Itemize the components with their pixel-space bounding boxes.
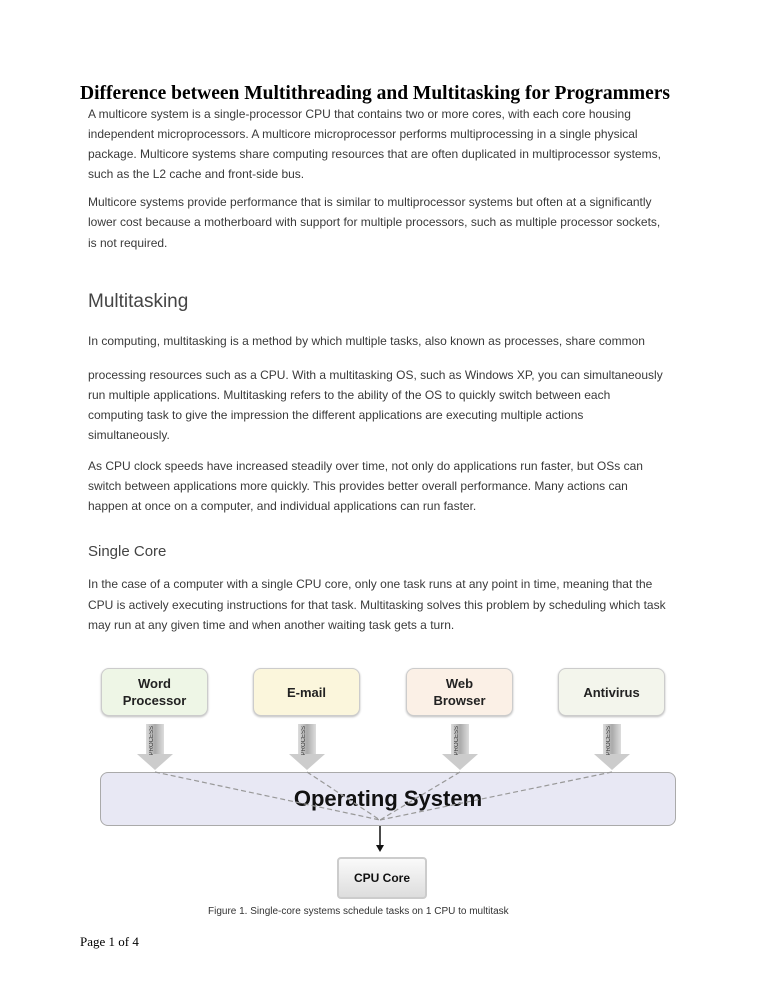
paragraph-line: package. Multicore systems share computing resources that are often duplicated in multiprocessor systems, [88, 147, 661, 161]
arrow-label: PROCESS [606, 726, 612, 756]
heading-single-core: Single Core [88, 543, 167, 560]
heading-multitasking: Multitasking [88, 291, 189, 312]
paragraph-line: such as the L2 cache and front-side bus. [88, 167, 305, 181]
app-label: E-mail [286, 684, 326, 700]
paragraph-line: As CPU clock speeds have increased steadily over time, not only do applications run faster, but OSs can [88, 459, 643, 473]
figure-caption: Figure 1. Single-core systems schedule tasks on 1 CPU to multitask [208, 906, 509, 917]
paragraph-line: In computing, multitasking is a method by which multiple tasks, also known as processes, share common [88, 334, 645, 348]
paragraph-line: CPU is actively executing instructions for that task. Multitasking solves this problem by scheduling which task [88, 598, 666, 612]
paragraph-line: simultaneously. [88, 428, 170, 442]
paragraph-line: computing task to give the impression the different applications are executing multiple actions [88, 408, 584, 422]
app-label: Antivirus [583, 684, 640, 700]
paragraph-line: processing resources such as a CPU. With a multitasking OS, such as Windows XP, you can simultaneously [88, 368, 663, 382]
document-title: Difference between Multithreading and Multitasking for Programmers [80, 83, 670, 104]
paragraph-line: lower cost because a motherboard with support for multiple processors, such as multiple processor sockets, [88, 215, 661, 229]
paragraph-line: run multiple applications. Multitasking refers to the ability of the OS to quickly switch between each [88, 388, 611, 402]
app-label: Web [445, 676, 474, 691]
paragraph-line: independent microprocessors. A multicore microprocessor performs multiprocessing in a single physical [88, 127, 638, 141]
app-label: Word [138, 676, 171, 691]
down-arrow-icon [376, 845, 384, 852]
paragraph-line: is not required. [88, 236, 168, 250]
os-label: Operating System [293, 786, 483, 811]
page-number: Page 1 of 4 [80, 934, 139, 949]
paragraph-line: A multicore system is a single-processor CPU that contains two or more cores, with each core housing [88, 107, 631, 121]
cpu-core-box [337, 857, 427, 899]
paragraph-line: switch between applications more quickly. This provides better overall performance. Many actions can [88, 479, 628, 493]
paragraph-line: happen at once on a computer, and individual applications can run faster. [88, 499, 477, 513]
arrow-label: PROCESS [454, 726, 460, 756]
app-label: Browser [433, 693, 486, 708]
paragraph-line: Multicore systems provide performance that is similar to multiprocessor systems but often at a significantly [88, 195, 652, 209]
cpu-label: CPU Core [353, 871, 410, 885]
paragraph-line: In the case of a computer with a single CPU core, only one task runs at any point in time, meaning that the [88, 577, 653, 591]
arrow-label: PROCESS [149, 726, 155, 756]
app-label: Processor [122, 693, 187, 708]
arrow-label: PROCESS [301, 726, 307, 756]
paragraph-line: may run at any given time and when another waiting task gets a turn. [88, 618, 455, 632]
